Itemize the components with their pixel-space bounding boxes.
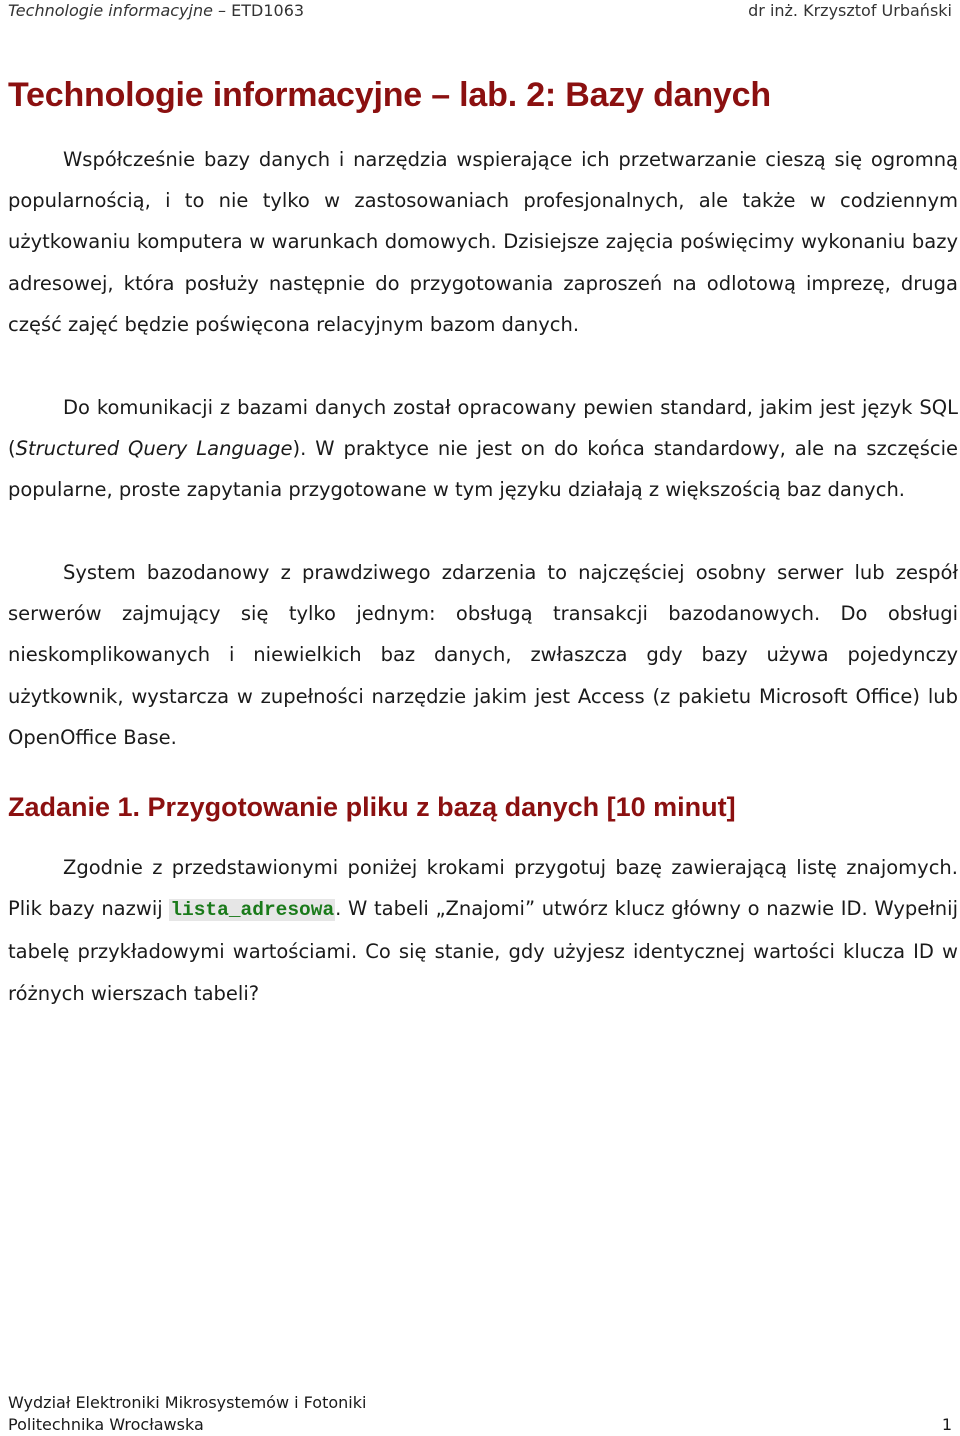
- intro-paragraph-3: System bazodanowy z prawdziwego zdarzenia to najczęściej osobny serwer lub zespół serwerów zajmujący się tylko jednym: obsługą transakcji bazodanowych. Do obsługi nieskomplikowanych i niewielkich baz danych, zwłaszcza gdy bazy używa pojedynczy użytkownik, wystarcza w zupełności narzędzie jakim jest Access (z pakietu Microsoft Office) lub OpenOffice Base.: [8, 561, 958, 749]
- document-title: Technologie informacyjne – lab. 2: Bazy danych: [8, 76, 771, 114]
- header-author: dr inż. Krzysztof Urbański: [748, 1, 952, 20]
- page-header: [8, 0, 952, 24]
- task1-text-before: Zgodnie z przedstawionymi poniżej krokami przygotuj bazę zawierającą listę znajomych. Plik bazy nazwij: [8, 856, 958, 921]
- footer-university: Politechnika Wrocławska: [8, 1415, 204, 1434]
- intro-p2-text-after: ). W praktyce nie jest on do końca standardowy, ale na szczęście popularne, proste zapytania przygotowane w tym języku działają z większością baz danych.: [8, 437, 958, 502]
- header-course-code: ETD1063: [231, 1, 305, 20]
- filename-code: lista_adresowa: [170, 899, 335, 922]
- task1-text-after: . W tabeli „Znajomi” utwórz klucz główny o nazwie ID. Wypełnij tabelę przykładowymi wartościami. Co się stanie, gdy użyjesz identycznej wartości klucza ID w różnych wierszach tabeli?: [8, 897, 958, 1005]
- footer-faculty: Wydział Elektroniki Mikrosystemów i Fotoniki: [8, 1393, 367, 1412]
- header-course: Technologie informacyjne – ETD1063: [8, 1, 305, 20]
- intro-paragraph-1: Współcześnie bazy danych i narzędzia wspierające ich przetwarzanie cieszą się ogromną popularnością, i to nie tylko w zastosowaniach profesjonalnych, ale także w codziennym użytkowaniu komputera w warunkach domowych. Dzisiejsze zajęcia poświęcimy wykonaniu bazy adresowej, która posłuży następnie do przygotowania zaproszeń na odlotową imprezę, druga część zajęć będzie poświęcona relacyjnym bazom danych.: [8, 148, 958, 336]
- task1-heading: Zadanie 1. Przygotowanie pliku z bazą danych [10 minut]: [8, 792, 736, 822]
- intro-p2-text-before: Do komunikacji z bazami danych został opracowany pewien standard, jakim jest język SQL (: [8, 396, 958, 461]
- intro-paragraph-2: [8, 387, 958, 511]
- intro-p2-italic-term: Structured Query Language: [15, 437, 293, 461]
- header-course-name: Technologie informacyjne: [8, 1, 213, 20]
- page-footer: [8, 1392, 952, 1436]
- page-number: 1: [941, 1415, 952, 1434]
- task1-paragraph: [8, 847, 958, 1014]
